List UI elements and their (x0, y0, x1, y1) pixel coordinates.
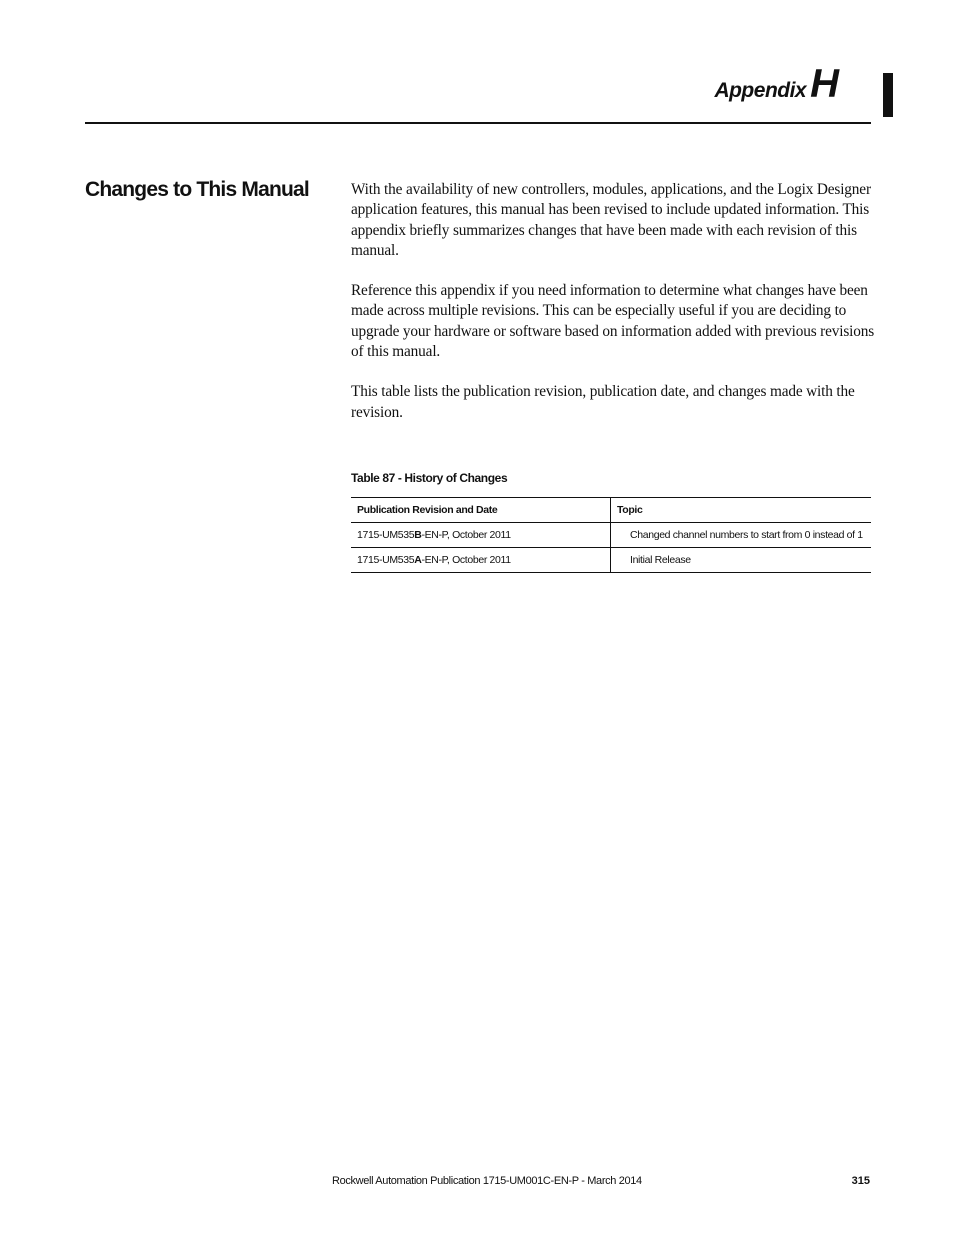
publication-cell (351, 523, 611, 548)
table-header-row (351, 498, 871, 523)
pub-letter: A (414, 554, 422, 566)
header-tab-bar (883, 73, 893, 117)
pub-prefix: 1715-UM535 (357, 529, 415, 541)
pub-letter: B (414, 529, 422, 541)
topic-cell: Changed channel numbers to start from 0 instead of 1 (611, 523, 872, 548)
pub-suffix: -EN-P, October 2011 (421, 554, 511, 566)
pub-prefix: 1715-UM535 (357, 554, 415, 566)
footer-publication: Rockwell Automation Publication 1715-UM001C-EN-P - March 2014 (332, 1175, 642, 1187)
pub-suffix: -EN-P, October 2011 (421, 529, 511, 541)
appendix-word: Appendix (714, 79, 807, 102)
appendix-heading (714, 62, 839, 107)
history-table (351, 497, 871, 573)
body-text (351, 180, 875, 443)
table-caption: Table 87 - History of Changes (351, 471, 508, 485)
section-title: Changes to This Manual (85, 178, 309, 201)
column-header-publication: Publication Revision and Date (351, 498, 611, 523)
paragraph-intro: With the availability of new controllers, modules, applications, and the Logix Designer application features, this manual has been revised to include updated information. This appendix briefly summarizes changes that have been made with each revision of this manual. (351, 181, 871, 259)
column-header-topic: Topic (611, 498, 872, 523)
header-rule (85, 122, 871, 124)
paragraph-reference: Reference this appendix if you need information to determine what changes have been made across multiple revisions. This can be especially useful if you are deciding to upgrade your hardware or software based on information added with previous revisions of this manual. (351, 282, 875, 361)
paragraph-table-intro: This table lists the publication revision, publication date, and changes made with the revision. (351, 383, 855, 421)
appendix-letter: H (810, 62, 839, 106)
topic-cell: Initial Release (611, 548, 872, 573)
table-row (351, 548, 871, 573)
page-number: 315 (851, 1175, 870, 1187)
table-row (351, 523, 871, 548)
publication-cell (351, 548, 611, 573)
